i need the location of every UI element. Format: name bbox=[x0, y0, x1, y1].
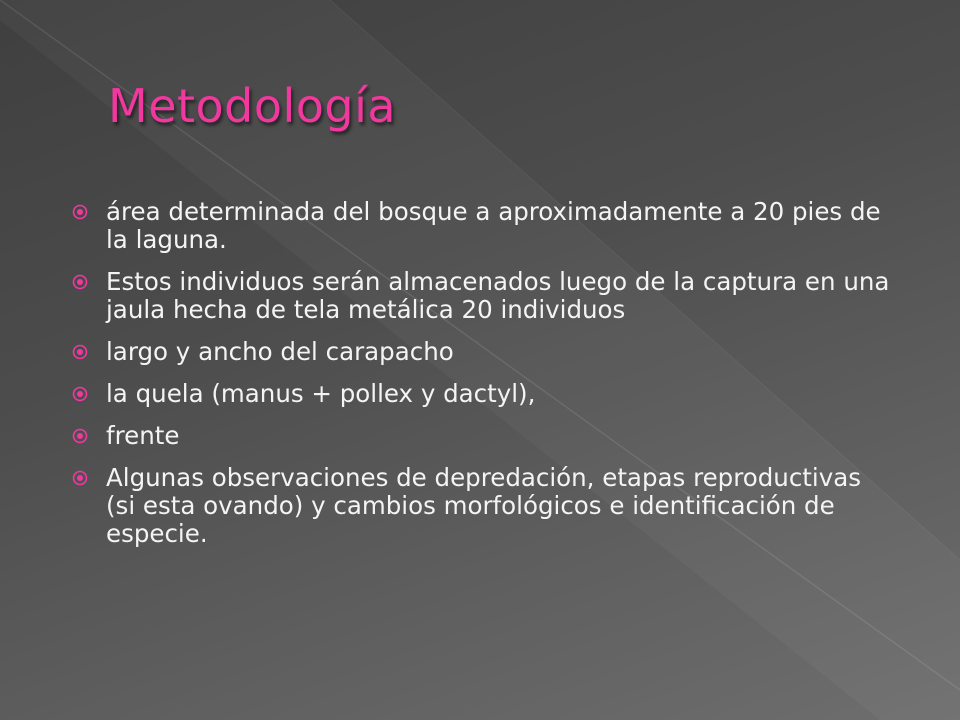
bullet-text: largo y ancho del carapacho bbox=[106, 337, 454, 366]
slide-title: Metodología bbox=[108, 79, 397, 133]
list-item bbox=[72, 268, 892, 324]
list-item bbox=[72, 464, 892, 548]
target-bullet-icon bbox=[72, 386, 88, 402]
bullet-text: área determinada del bosque a aproximadamente a 20 pies de la laguna. bbox=[106, 197, 881, 254]
target-bullet-icon bbox=[72, 274, 88, 290]
list-item bbox=[72, 338, 892, 366]
bullet-text: la quela (manus + pollex y dactyl), bbox=[106, 379, 536, 408]
bullet-text: frente bbox=[106, 421, 180, 450]
bullet-text: Estos individuos serán almacenados luego de la captura en una jaula hecha de tela metálica 20 individuos bbox=[106, 267, 890, 324]
target-bullet-icon bbox=[72, 204, 88, 220]
list-item bbox=[72, 198, 892, 254]
bullet-text: Algunas observaciones de depredación, etapas reproductivas (si esta ovando) y cambios morfológicos e identificación de especie. bbox=[106, 463, 861, 548]
list-item bbox=[72, 422, 892, 450]
target-bullet-icon bbox=[72, 344, 88, 360]
bullet-list bbox=[72, 198, 892, 562]
target-bullet-icon bbox=[72, 428, 88, 444]
list-item bbox=[72, 380, 892, 408]
target-bullet-icon bbox=[72, 470, 88, 486]
